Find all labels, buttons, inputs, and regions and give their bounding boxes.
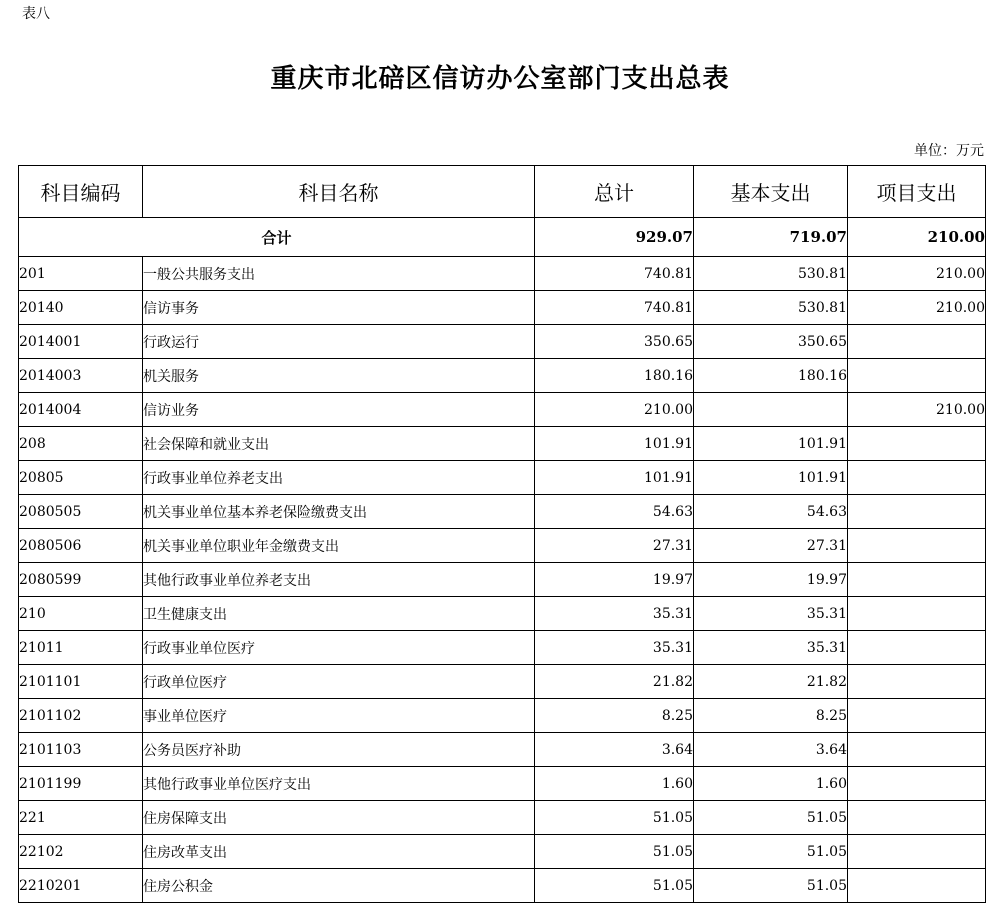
row-project: [848, 359, 986, 393]
table-row: [19, 563, 986, 597]
row-total: 740.81: [535, 291, 694, 325]
row-project: 210.00: [848, 291, 986, 325]
row-total: 35.31: [535, 631, 694, 665]
row-code: 2101101: [19, 665, 143, 699]
row-code: 20140: [19, 291, 143, 325]
table-row: [19, 699, 986, 733]
table-row: [19, 461, 986, 495]
row-code: 2014003: [19, 359, 143, 393]
total-total: 929.07: [535, 218, 694, 257]
row-basic: 35.31: [694, 597, 848, 631]
row-name: 一般公共服务支出: [143, 257, 535, 291]
row-total: 51.05: [535, 801, 694, 835]
row-name: 机关事业单位基本养老保险缴费支出: [143, 495, 535, 529]
row-code: 21011: [19, 631, 143, 665]
table-number-label: 表八: [22, 6, 50, 22]
row-name: 其他行政事业单位医疗支出: [143, 767, 535, 801]
total-basic: 719.07: [694, 218, 848, 257]
row-basic: 101.91: [694, 461, 848, 495]
table-row: [19, 767, 986, 801]
table-row: [19, 665, 986, 699]
row-name: 信访业务: [143, 393, 535, 427]
row-code: 2210201: [19, 869, 143, 903]
row-project: [848, 461, 986, 495]
total-project: 210.00: [848, 218, 986, 257]
row-basic: [694, 393, 848, 427]
total-row: [19, 218, 986, 257]
row-total: 54.63: [535, 495, 694, 529]
header-code: 科目编码: [19, 166, 143, 218]
table-row: [19, 597, 986, 631]
row-basic: 1.60: [694, 767, 848, 801]
row-code: 2080505: [19, 495, 143, 529]
table-row: [19, 257, 986, 291]
row-name: 住房保障支出: [143, 801, 535, 835]
row-total: 8.25: [535, 699, 694, 733]
row-project: [848, 835, 986, 869]
row-basic: 3.64: [694, 733, 848, 767]
header-total: 总计: [535, 166, 694, 218]
row-total: 101.91: [535, 427, 694, 461]
row-total: 101.91: [535, 461, 694, 495]
row-basic: 51.05: [694, 869, 848, 903]
table-row: [19, 291, 986, 325]
row-code: 20805: [19, 461, 143, 495]
row-basic: 51.05: [694, 835, 848, 869]
table-row: [19, 869, 986, 903]
row-code: 221: [19, 801, 143, 835]
header-basic: 基本支出: [694, 166, 848, 218]
row-code: 2080506: [19, 529, 143, 563]
row-code: 2080599: [19, 563, 143, 597]
row-project: [848, 529, 986, 563]
row-total: 27.31: [535, 529, 694, 563]
row-code: 208: [19, 427, 143, 461]
row-name: 其他行政事业单位养老支出: [143, 563, 535, 597]
row-project: [848, 733, 986, 767]
row-basic: 54.63: [694, 495, 848, 529]
row-total: 19.97: [535, 563, 694, 597]
row-code: 2014004: [19, 393, 143, 427]
table-row: [19, 631, 986, 665]
row-project: 210.00: [848, 393, 986, 427]
row-basic: 180.16: [694, 359, 848, 393]
row-basic: 19.97: [694, 563, 848, 597]
row-project: [848, 767, 986, 801]
row-code: 210: [19, 597, 143, 631]
row-project: [848, 631, 986, 665]
row-project: [848, 325, 986, 359]
row-basic: 8.25: [694, 699, 848, 733]
row-name: 住房公积金: [143, 869, 535, 903]
table-row: [19, 427, 986, 461]
row-code: 2014001: [19, 325, 143, 359]
row-project: 210.00: [848, 257, 986, 291]
row-project: [848, 563, 986, 597]
total-label: 合计: [19, 218, 535, 257]
header-name: 科目名称: [143, 166, 535, 218]
row-total: 210.00: [535, 393, 694, 427]
table-row: [19, 359, 986, 393]
row-basic: 530.81: [694, 257, 848, 291]
table-row: [19, 393, 986, 427]
row-basic: 530.81: [694, 291, 848, 325]
row-project: [848, 495, 986, 529]
table-row: [19, 835, 986, 869]
row-total: 740.81: [535, 257, 694, 291]
table-row: [19, 325, 986, 359]
table-row: [19, 495, 986, 529]
row-name: 社会保障和就业支出: [143, 427, 535, 461]
unit-label: 单位：万元: [914, 143, 984, 159]
row-code: 22102: [19, 835, 143, 869]
row-name: 公务员医疗补助: [143, 733, 535, 767]
row-name: 机关服务: [143, 359, 535, 393]
row-total: 51.05: [535, 869, 694, 903]
row-total: 21.82: [535, 665, 694, 699]
row-total: 3.64: [535, 733, 694, 767]
row-name: 行政事业单位医疗: [143, 631, 535, 665]
expenditure-table: [18, 165, 986, 903]
header-project: 项目支出: [848, 166, 986, 218]
row-name: 卫生健康支出: [143, 597, 535, 631]
row-project: [848, 597, 986, 631]
table-row: [19, 801, 986, 835]
row-project: [848, 699, 986, 733]
row-total: 35.31: [535, 597, 694, 631]
table-row: [19, 733, 986, 767]
page-title: 重庆市北碚区信访办公室部门支出总表: [270, 64, 730, 94]
row-basic: 35.31: [694, 631, 848, 665]
row-basic: 350.65: [694, 325, 848, 359]
row-basic: 27.31: [694, 529, 848, 563]
row-name: 机关事业单位职业年金缴费支出: [143, 529, 535, 563]
row-project: [848, 801, 986, 835]
table-row: [19, 529, 986, 563]
header-row: [19, 166, 986, 218]
row-name: 行政事业单位养老支出: [143, 461, 535, 495]
row-total: 51.05: [535, 835, 694, 869]
row-name: 事业单位医疗: [143, 699, 535, 733]
row-code: 2101199: [19, 767, 143, 801]
row-basic: 21.82: [694, 665, 848, 699]
row-total: 180.16: [535, 359, 694, 393]
row-basic: 101.91: [694, 427, 848, 461]
row-code: 2101103: [19, 733, 143, 767]
row-name: 信访事务: [143, 291, 535, 325]
row-total: 350.65: [535, 325, 694, 359]
row-basic: 51.05: [694, 801, 848, 835]
row-project: [848, 665, 986, 699]
row-project: [848, 869, 986, 903]
row-code: 201: [19, 257, 143, 291]
row-name: 行政单位医疗: [143, 665, 535, 699]
row-name: 行政运行: [143, 325, 535, 359]
row-total: 1.60: [535, 767, 694, 801]
row-code: 2101102: [19, 699, 143, 733]
row-name: 住房改革支出: [143, 835, 535, 869]
row-project: [848, 427, 986, 461]
